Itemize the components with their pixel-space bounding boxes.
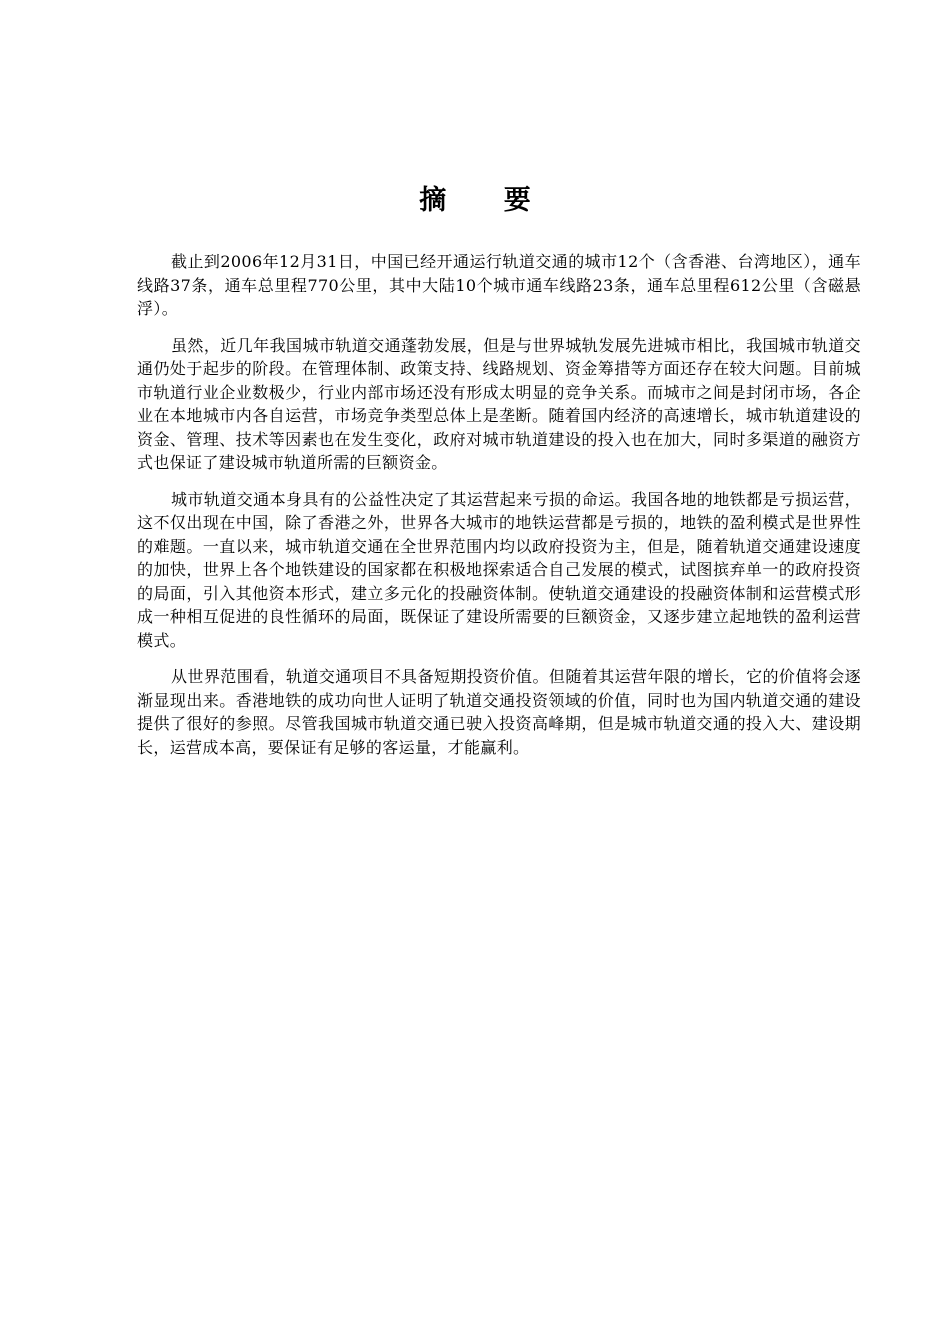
abstract-body	[137, 250, 861, 772]
abstract-paragraph-1: 截止到2006年12月31日，中国已经开通运行轨道交通的城市12个（含香港、台湾地区），通车线路37条，通车总里程770公里，其中大陆10个城市通车线路23条，通车总里程612公里（含磁悬浮）。	[137, 252, 861, 318]
abstract-paragraph-2: 虽然，近几年我国城市轨道交通蓬勃发展，但是与世界城轨发展先进城市相比，我国城市轨道交通仍处于起步的阶段。在管理体制、政策支持、线路规划、资金筹措等方面还存在较大问题。目前城市轨道行业企业数极少，行业内部市场还没有形成太明显的竞争关系。而城市之间是封闭市场，各企业在本地城市内各自运营，市场竞争类型总体上是垄断。随着国内经济的高速增长，城市轨道建设的资金、管理、技术等因素也在发生变化，政府对城市轨道建设的投入也在加大，同时多渠道的融资方式也保证了建设城市轨道所需的巨额资金。	[137, 335, 861, 472]
abstract-title: 摘 要	[419, 185, 555, 216]
abstract-paragraph-4: 从世界范围看，轨道交通项目不具备短期投资价值。但随着其运营年限的增长，它的价值将会逐渐显现出来。香港地铁的成功向世人证明了轨道交通投资领域的价值，同时也为国内轨道交通的建设提供了很好的参照。尽管我国城市轨道交通已驶入投资高峰期，但是城市轨道交通的投入大、建设期长，运营成本高，要保证有足够的客运量，才能赢利。	[137, 667, 861, 757]
abstract-paragraph-3: 城市轨道交通本身具有的公益性决定了其运营起来亏损的命运。我国各地的地铁都是亏损运营，这不仅出现在中国，除了香港之外，世界各大城市的地铁运营都是亏损的，地铁的盈利模式是世界性的难题。一直以来，城市轨道交通在全世界范围内均以政府投资为主，但是，随着轨道交通建设速度的加快，世界上各个地铁建设的国家都在积极地探索适合自己发展的模式，试图摈弃单一的政府投资的局面，引入其他资本形式，建立多元化的投融资体制。使轨道交通建设的投融资体制和运营模式形成一种相互促进的良性循环的局面，既保证了建设所需要的巨额资金，又逐步建立起地铁的盈利运营模式。	[137, 489, 861, 650]
